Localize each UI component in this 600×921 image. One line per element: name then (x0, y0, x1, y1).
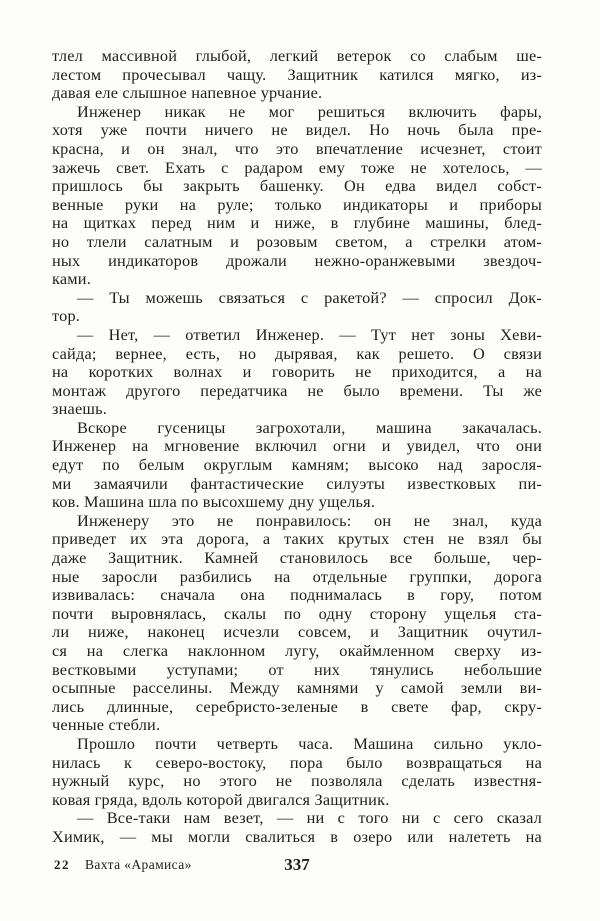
text-line: Инженеру это не понравилось: он не знал, куда (77, 510, 542, 530)
text-line: красна, и он знал, что это впечатление исчезнет, стоит (52, 138, 542, 158)
text-line: едут по белым округлым камням; высоко над заросля- (52, 455, 542, 475)
text-line: монтаж другого передатчика не было времени. Ты же (52, 380, 542, 400)
text-line: почти выровнялась, скалы по одну сторону ущелья ста- (52, 603, 542, 623)
text-line: ми замаячили фантастические силуэты известковых пи- (52, 473, 542, 493)
text-line: ных индикаторов дрожали нежно-оранжевыми звездоч- (52, 250, 542, 270)
text-line: тор. (52, 306, 81, 326)
text-line: хотя уже почти ничего не видел. Но ночь была пре- (52, 120, 542, 140)
page-number: 337 (284, 855, 310, 874)
text-line: ные заросли разбились на отдельные группки, дорога (52, 566, 542, 586)
text-line: осыпные расселины. Между камнями у самой земли ви- (52, 678, 542, 698)
text-line: приведет их эта дорога, а таких крутых стен не взял бы (52, 529, 542, 549)
body-text (52, 47, 542, 847)
text-line: Вскоре гусеницы загрохотали, машина закачалась. (77, 417, 542, 437)
text-line: Инженер на мгновение включил огни и увидел, что они (52, 436, 542, 456)
text-line: давая еле слышное напевное урчание. (52, 83, 323, 103)
text-line: — Ты можешь связаться с ракетой? — спросил Док- (77, 287, 542, 307)
text-line: венные руки на руле; только индикаторы и приборы (52, 194, 542, 214)
text-line: ченные стебли. (52, 715, 161, 735)
text-line: — Нет, — ответил Инженер. — Тут нет зоны Хеви- (77, 324, 542, 344)
text-line: ся на слегка наклонном лугу, окаймленном сверху из- (52, 641, 542, 660)
text-line: пришлось бы закрыть башенку. Он едва видел собст- (52, 176, 542, 196)
text-line: Химик, — мы могли свалиться в озеро или налететь на (52, 826, 542, 846)
text-line: вестковыми уступами; от них тянулись небольшие (52, 659, 542, 679)
text-line: ковая гряда, вдоль которой двигался Защитник. (52, 789, 390, 809)
text-line: лись длинные, серебристо-зеленые в свете фар, скру- (52, 696, 542, 716)
text-line: зажечь свет. Ехать с радаром ему тоже не хотелось, — (52, 157, 542, 177)
text-line: даже Защитник. Камней становилось все больше, чер- (52, 548, 542, 568)
text-line: сайда; вернее, есть, но дырявая, как решето. О связи (52, 343, 542, 363)
text-line: Прошло почти четверть часа. Машина сильно укло- (77, 733, 542, 753)
printer-signature: 22 (54, 857, 70, 872)
text-line: ками. (52, 269, 91, 289)
text-line: Инженер никак не мог решиться включить фары, (77, 101, 542, 121)
text-line: извивалась: сначала она поднималась в гору, потом (52, 585, 542, 605)
text-line: на щитках перед ним и ниже, в глубине машины, блед- (52, 213, 542, 233)
text-line: тлел массивной глыбой, легкий ветерок со слабым ше- (52, 46, 542, 65)
text-line: ли ниже, наконец исчезли совсем, и Защитник очутил- (52, 622, 542, 642)
text-line: — Все-таки нам везет, — ни с того ни с сего сказал (77, 808, 542, 828)
text-line: но тлели салатным и розовым светом, а стрелки атом- (52, 231, 542, 251)
text-line: нужный курс, но этого не позволяла сделать известня- (52, 771, 542, 791)
running-title: Вахта «Арамиса» (85, 857, 192, 872)
text-line: лестом прочесывал чащу. Защитник катился мягко, из- (52, 64, 542, 84)
text-line: нилась к северо-востоку, пора было возвращаться на (52, 752, 542, 772)
text-line: знаешь. (52, 399, 108, 419)
page-footer (52, 855, 542, 875)
text-line: ков. Машина шла по высохшему дну ущелья. (52, 492, 376, 512)
text-line: на коротких волнах и говорить не приходится, а на (52, 362, 542, 382)
